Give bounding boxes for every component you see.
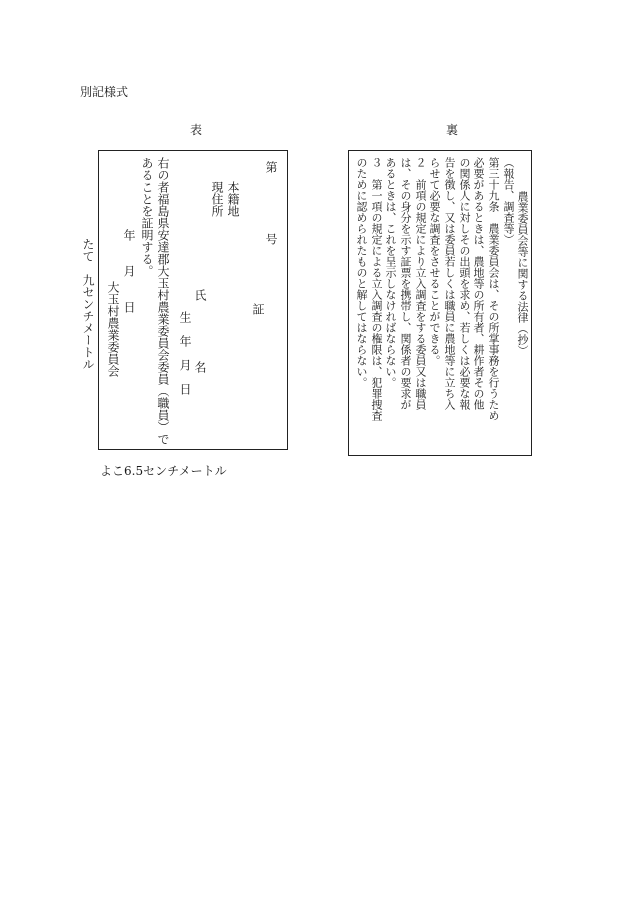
height-dimension-label: たて 九センチメートル [81, 238, 95, 370]
number-label: 第 号 [264, 161, 278, 245]
law-line: らせて必要な調査をさせることができる。 [428, 157, 441, 366]
law-line: のために認められたものと解してはならない。 [355, 157, 368, 388]
honseki-label: 本籍地 [226, 181, 240, 217]
form-label: 別記様式 [80, 85, 129, 99]
law-line: 必要があるときは、農地等の所有者、耕作者その他 [472, 157, 485, 410]
birth-label: 生 年 月 日 [178, 311, 192, 395]
statement-line-1: 右の者福島県安達郡大玉村農業委員会委員（職員）で [156, 157, 170, 445]
back-card [348, 150, 532, 456]
statement-line-2: あることを証明する。 [140, 157, 154, 277]
back-heading: 裏 [446, 123, 459, 137]
date-label: 年 月 日 [122, 229, 136, 313]
law-subtitle: （報告、調査等） [502, 157, 515, 245]
law-line: 第三十九条 農業委員会は、その所掌事務を行うため [487, 157, 500, 421]
genjusho-label: 現住所 [210, 181, 224, 217]
law-line: は、その身分を示す証票を携帯し、関係者の要求が [399, 157, 412, 410]
law-line: ２ 前項の規定により立入調査をする委員又は職員 [414, 157, 427, 410]
law-line: あるときは、これを呈示しなければならない。 [384, 157, 397, 388]
issuer-label: 大玉村農業委員会 [106, 281, 120, 377]
certificate-label: 証 [251, 303, 265, 315]
law-title: 農業委員会等に関する法律（抄） [516, 191, 529, 356]
width-dimension-label: よこ6.5センチメートル [100, 464, 227, 478]
front-heading: 表 [190, 123, 203, 137]
law-line: の関係人に対しその出頭を求め、若しくは必要な報 [458, 157, 471, 410]
name-label: 氏 名 [193, 289, 207, 373]
law-line: ３ 第一項の規定による立入調査の権限は、犯罪捜査 [370, 157, 383, 421]
front-card [98, 150, 288, 450]
law-line: 告を徴し、又は委員若しくは職員に農地等に立ち入 [443, 157, 456, 410]
